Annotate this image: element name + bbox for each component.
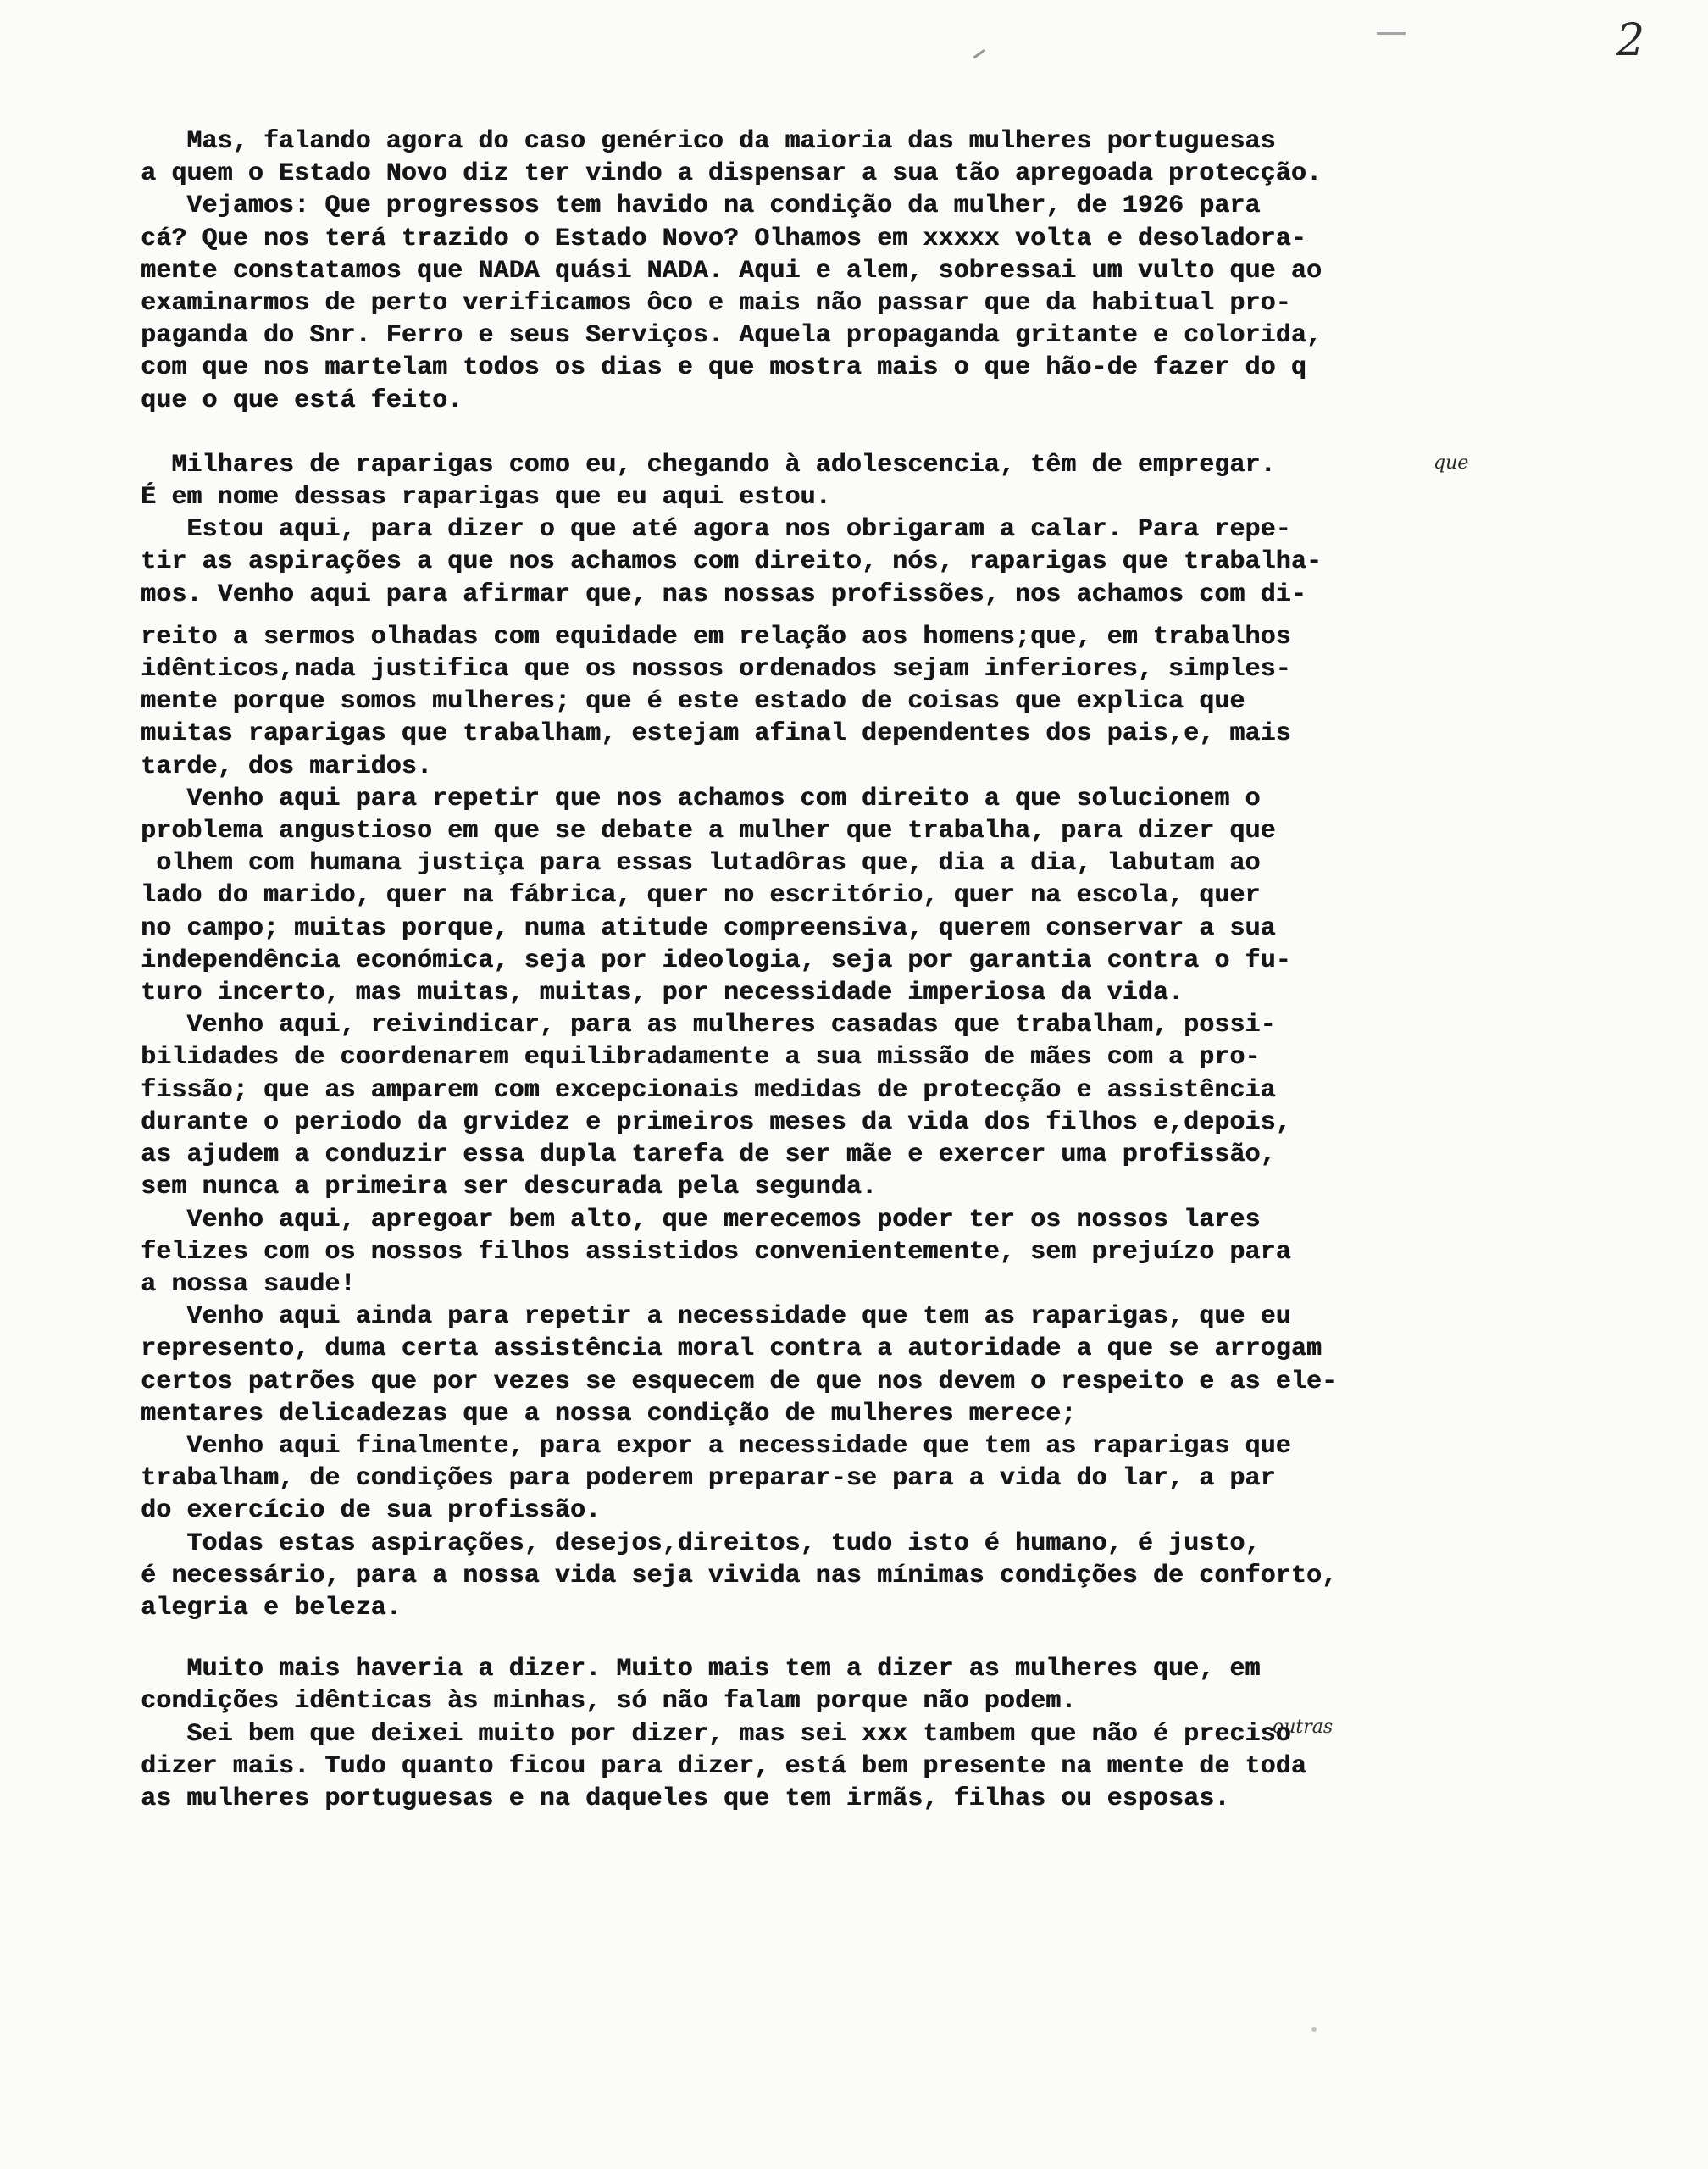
text-line: a quem o Estado Novo diz ter vindo a dispensar a sua tão apregoada protecção. [141, 159, 1322, 189]
typewritten-body [141, 125, 1674, 1815]
text-line: tarde, dos maridos. [141, 752, 432, 781]
stray-ink-mark [973, 49, 986, 59]
text-line: durante o periodo da grvidez e primeiros meses da vida dos filhos e,depois, [141, 1107, 1291, 1137]
text-line: independência económica, seja por ideologia, seja por garantia contra o fu- [141, 946, 1291, 975]
text-line: com que nos martelam todos os dias e que mostra mais o que hão-de fazer do q [141, 353, 1306, 383]
text-line: sem nunca a primeira ser descurada pela segunda. [141, 1173, 877, 1202]
text-line: paganda do Snr. Ferro e seus Serviços. Aquela propaganda gritante e colorida, [141, 321, 1322, 351]
text-line: mente constatamos que NADA quási NADA. Aqui e alem, sobressai um vulto que ao [141, 256, 1322, 286]
text-line: certos patrões que por vezes se esquecem de que nos devem o respeito e as ele- [141, 1367, 1338, 1396]
text-line: mente porque somos mulheres; que é este estado de coisas que explica que [141, 687, 1245, 717]
text-line: condições idênticas às minhas, só não falam porque não podem. [141, 1687, 1077, 1717]
text-line: cá? Que nos terá trazido o Estado Novo? Olhamos em xxxxx volta e desoladora- [141, 224, 1306, 253]
handwritten-insertion-que: que [1434, 452, 1469, 474]
text-line: É em nome dessas raparigas que eu aqui estou. [141, 483, 831, 513]
text-line: problema angustioso em que se debate a mulher que trabalha, para dizer que [141, 817, 1276, 846]
text-line: no campo; muitas porque, numa atitude compreensiva, querem conservar a sua [141, 913, 1276, 943]
text-line: as mulheres portuguesas e na daqueles que tem irmãs, filhas ou esposas. [141, 1783, 1230, 1813]
text-line: Venho aqui para repetir que nos achamos com direito a que solucionem o [141, 784, 1261, 813]
text-line: dizer mais. Tudo quanto ficou para dizer, está bem presente na mente de toda [141, 1751, 1306, 1781]
text-line: olhem com humana justiça para essas lutadôras que, dia a dia, labutam ao [141, 849, 1261, 879]
text-line: trabalham, de condições para poderem preparar-se para a vida do lar, a par [141, 1464, 1276, 1494]
text-line: Venho aqui finalmente, para expor a necessidade que tem as raparigas que [141, 1431, 1291, 1461]
text-line: muitas raparigas que trabalham, estejam afinal dependentes dos pais,e, mais [141, 719, 1291, 749]
text-line: Sei bem que deixei muito por dizer, mas sei xxx tambem que não é preciso [141, 1719, 1291, 1749]
text-line: Mas, falando agora do caso genérico da maioria das mulheres portuguesas [141, 127, 1276, 156]
text-line: mos. Venho aqui para afirmar que, nas nossas profissões, nos achamos com di- [141, 580, 1306, 609]
text-line: Venho aqui, apregoar bem alto, que merecemos poder ter os nossos lares [141, 1205, 1261, 1234]
text-line: é necessário, para a nossa vida seja vivida nas mínimas condições de conforto, [141, 1561, 1338, 1590]
text-line: bilidades de coordenarem equilibradamente a sua missão de mães com a pro- [141, 1043, 1261, 1073]
handwritten-insertion-outras: outras [1273, 1717, 1334, 1738]
text-line: Venho aqui, reivindicar, para as mulheres casadas que trabalham, possi- [141, 1011, 1276, 1040]
text-line: tir as aspirações a que nos achamos com direito, nós, raparigas que trabalha- [141, 547, 1322, 577]
text-line: do exercício de sua profissão. [141, 1496, 602, 1526]
text-line: Vejamos: Que progressos tem havido na condição da mulher, de 1926 para [141, 191, 1261, 221]
text-line: examinarmos de perto verificamos ôco e mais não passar que da habitual pro- [141, 289, 1291, 319]
stray-ink-mark [1312, 2027, 1317, 2032]
text-line: que o que está feito. [141, 386, 463, 415]
text-line: as ajudem a conduzir essa dupla tarefa de ser mãe e exercer uma profissão, [141, 1140, 1276, 1170]
text-line: Muito mais haveria a dizer. Muito mais tem a dizer as mulheres que, em [141, 1655, 1261, 1684]
text-line: Milhares de raparigas como eu, chegando à adolescencia, têm de empregar. [141, 450, 1276, 480]
text-line: alegria e beleza. [141, 1593, 402, 1623]
text-line: Venho aqui ainda para repetir a necessidade que tem as raparigas, que eu [141, 1302, 1291, 1332]
text-line: fissão; que as amparem com excepcionais medidas de protecção e assistência [141, 1075, 1276, 1105]
text-line: Estou aqui, para dizer o que até agora nos obrigaram a calar. Para repe- [141, 515, 1291, 545]
text-line: lado do marido, quer na fábrica, quer no escritório, quer na escola, quer [141, 881, 1261, 911]
text-line: turo incerto, mas muitas, muitas, por necessidade imperiosa da vida. [141, 979, 1184, 1008]
text-line: felizes com os nossos filhos assistidos convenientemente, sem prejuízo para [141, 1237, 1291, 1267]
text-line: Todas estas aspirações, desejos,direitos, tudo isto é humano, é justo, [141, 1528, 1261, 1558]
text-line: idênticos,nada justifica que os nossos ordenados sejam inferiores, simples- [141, 655, 1291, 685]
text-line: reito a sermos olhadas com equidade em relação aos homens;que, em trabalhos [141, 622, 1291, 652]
text-line: a nossa saude! [141, 1269, 356, 1299]
page-number: 2 [1616, 15, 1645, 66]
text-line: represento, duma certa assistência moral contra a autoridade a que se arrogam [141, 1334, 1322, 1364]
stray-ink-mark [1377, 32, 1406, 35]
text-line: mentares delicadezas que a nossa condição de mulheres merece; [141, 1399, 1077, 1428]
